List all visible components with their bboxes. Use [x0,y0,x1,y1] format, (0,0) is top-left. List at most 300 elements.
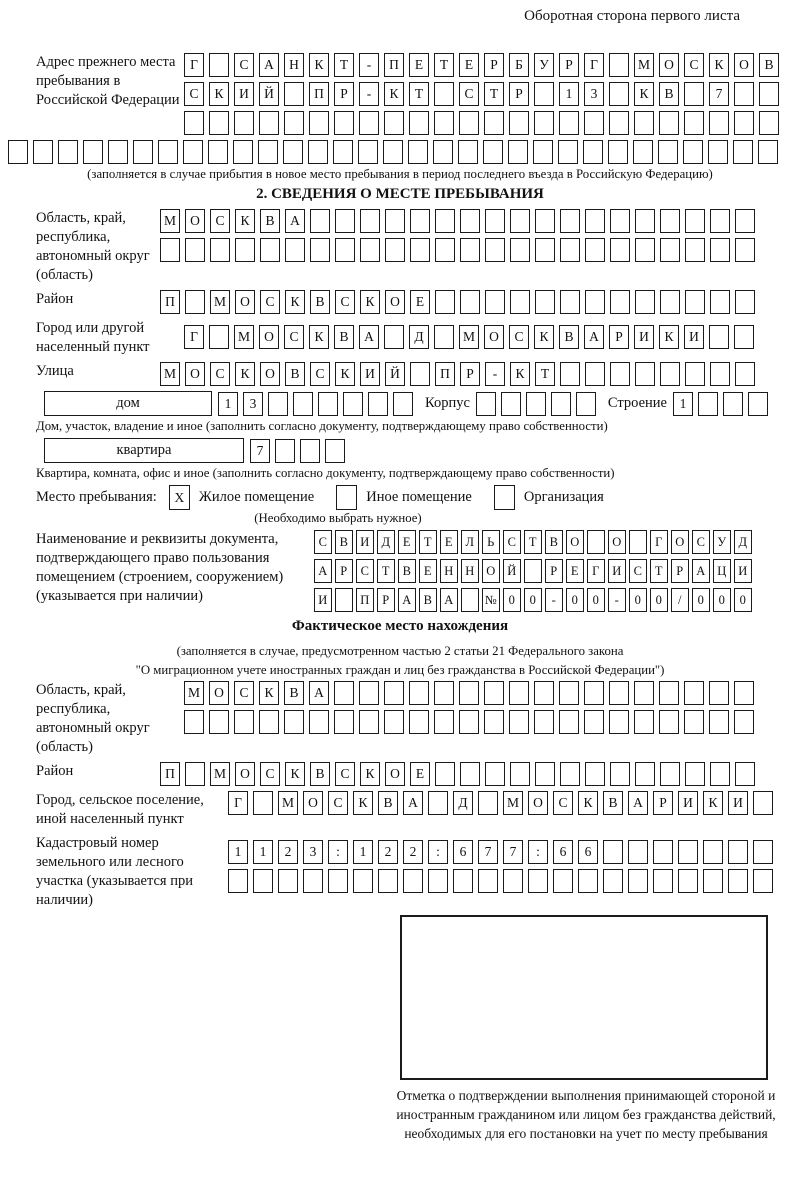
char-cell[interactable]: В [659,82,679,106]
char-cell[interactable] [759,111,779,135]
char-cell[interactable] [484,111,504,135]
char-cell[interactable] [653,869,673,893]
char-cell[interactable]: К [510,362,530,386]
char-cell[interactable]: С [335,290,355,314]
char-cell[interactable] [393,392,413,416]
char-cell[interactable]: О [385,762,405,786]
char-cell[interactable]: О [659,53,679,77]
char-cell[interactable]: А [259,53,279,77]
char-cell[interactable]: А [314,559,332,583]
char-cell[interactable] [628,840,648,864]
char-cell[interactable] [335,588,353,612]
char-cell[interactable]: К [285,290,305,314]
char-cell[interactable]: 0 [734,588,752,612]
char-cell[interactable] [685,238,705,262]
char-cell[interactable]: М [210,290,230,314]
char-cell[interactable] [209,710,229,734]
char-cell[interactable]: О [235,290,255,314]
char-cell[interactable] [735,362,755,386]
char-cell[interactable] [735,209,755,233]
char-cell[interactable] [509,111,529,135]
char-cell[interactable]: С [684,53,704,77]
char-cell[interactable] [753,869,773,893]
char-cell[interactable] [228,869,248,893]
char-cell[interactable] [610,762,630,786]
char-cell[interactable] [734,325,754,349]
char-cell[interactable]: 1 [228,840,248,864]
char-cell[interactable]: Д [734,530,752,554]
char-cell[interactable]: О [566,530,584,554]
char-cell[interactable]: К [309,53,329,77]
char-cell[interactable] [526,392,546,416]
char-cell[interactable]: К [384,82,404,106]
char-cell[interactable]: - [608,588,626,612]
char-cell[interactable]: Е [410,762,430,786]
char-cell[interactable]: О [385,290,405,314]
char-cell[interactable]: Р [334,82,354,106]
char-cell[interactable] [723,392,743,416]
char-cell[interactable]: 3 [303,840,323,864]
char-cell[interactable] [608,140,628,164]
char-cell[interactable]: Л [461,530,479,554]
char-cell[interactable]: В [334,325,354,349]
char-cell[interactable] [678,840,698,864]
char-cell[interactable]: Е [459,53,479,77]
char-cell[interactable]: О [528,791,548,815]
char-cell[interactable] [434,82,454,106]
char-cell[interactable]: М [503,791,523,815]
char-cell[interactable] [585,762,605,786]
char-cell[interactable]: Г [184,325,204,349]
char-cell[interactable]: О [185,362,205,386]
char-cell[interactable] [685,762,705,786]
char-cell[interactable]: К [634,82,654,106]
char-cell[interactable] [260,238,280,262]
char-cell[interactable]: Е [410,290,430,314]
char-cell[interactable]: С [260,290,280,314]
char-cell[interactable] [258,140,278,164]
char-cell[interactable] [343,392,363,416]
char-cell[interactable] [333,140,353,164]
char-cell[interactable]: С [210,362,230,386]
char-cell[interactable] [524,559,542,583]
char-cell[interactable]: А [398,588,416,612]
char-cell[interactable]: : [528,840,548,864]
char-cell[interactable] [409,111,429,135]
char-cell[interactable] [33,140,53,164]
char-cell[interactable] [334,710,354,734]
char-cell[interactable]: Д [409,325,429,349]
char-cell[interactable]: 2 [403,840,423,864]
char-cell[interactable] [503,869,523,893]
char-cell[interactable]: 7 [250,439,270,463]
char-cell[interactable]: К [360,290,380,314]
char-cell[interactable] [158,140,178,164]
char-cell[interactable] [259,111,279,135]
char-cell[interactable]: Р [653,791,673,815]
char-cell[interactable]: И [734,559,752,583]
char-cell[interactable] [753,791,773,815]
char-cell[interactable]: В [419,588,437,612]
char-cell[interactable]: 1 [218,392,238,416]
char-cell[interactable] [533,140,553,164]
char-cell[interactable]: Е [419,559,437,583]
char-cell[interactable]: С [260,762,280,786]
char-cell[interactable]: М [234,325,254,349]
char-cell[interactable] [660,238,680,262]
char-cell[interactable] [508,140,528,164]
char-cell[interactable] [534,111,554,135]
char-cell[interactable] [635,362,655,386]
char-cell[interactable]: Й [503,559,521,583]
char-cell[interactable]: 0 [524,588,542,612]
char-cell[interactable] [628,869,648,893]
char-cell[interactable] [318,392,338,416]
char-cell[interactable] [234,710,254,734]
char-cell[interactable] [368,392,388,416]
char-cell[interactable]: О [303,791,323,815]
char-cell[interactable] [385,209,405,233]
char-cell[interactable] [535,762,555,786]
char-cell[interactable] [709,681,729,705]
char-cell[interactable] [609,681,629,705]
char-cell[interactable] [758,140,778,164]
char-cell[interactable]: О [484,325,504,349]
char-cell[interactable] [359,681,379,705]
char-cell[interactable]: О [482,559,500,583]
char-cell[interactable] [510,290,530,314]
char-cell[interactable]: И [608,559,626,583]
char-cell[interactable]: М [459,325,479,349]
char-cell[interactable]: Е [409,53,429,77]
char-cell[interactable]: П [160,762,180,786]
char-cell[interactable]: Ц [713,559,731,583]
char-cell[interactable] [684,710,704,734]
char-cell[interactable] [334,111,354,135]
checkbox-organizatsiya[interactable] [494,485,515,510]
char-cell[interactable] [458,140,478,164]
char-cell[interactable] [633,140,653,164]
char-cell[interactable] [478,791,498,815]
char-cell[interactable] [576,392,596,416]
char-cell[interactable]: О [608,530,626,554]
char-cell[interactable]: Р [671,559,689,583]
char-cell[interactable] [385,238,405,262]
char-cell[interactable] [610,290,630,314]
char-cell[interactable] [8,140,28,164]
char-cell[interactable] [209,111,229,135]
char-cell[interactable]: К [209,82,229,106]
char-cell[interactable] [710,209,730,233]
char-cell[interactable] [233,140,253,164]
char-cell[interactable]: Т [334,53,354,77]
char-cell[interactable] [734,111,754,135]
char-cell[interactable] [485,209,505,233]
char-cell[interactable] [310,209,330,233]
char-cell[interactable]: 0 [566,588,584,612]
char-cell[interactable] [609,82,629,106]
char-cell[interactable]: С [503,530,521,554]
char-cell[interactable]: 0 [629,588,647,612]
char-cell[interactable] [160,238,180,262]
char-cell[interactable] [209,325,229,349]
char-cell[interactable] [459,111,479,135]
char-cell[interactable]: В [378,791,398,815]
char-cell[interactable] [359,710,379,734]
char-cell[interactable] [435,290,455,314]
char-cell[interactable] [510,762,530,786]
char-cell[interactable] [359,111,379,135]
char-cell[interactable] [384,111,404,135]
char-cell[interactable] [578,869,598,893]
char-cell[interactable] [710,362,730,386]
char-cell[interactable] [583,140,603,164]
char-cell[interactable] [634,710,654,734]
char-cell[interactable]: В [335,530,353,554]
char-cell[interactable] [284,710,304,734]
char-cell[interactable]: Т [409,82,429,106]
char-cell[interactable] [703,840,723,864]
char-cell[interactable]: В [759,53,779,77]
char-cell[interactable] [684,82,704,106]
char-cell[interactable]: 6 [453,840,473,864]
char-cell[interactable] [559,111,579,135]
char-cell[interactable] [584,710,604,734]
char-cell[interactable] [698,392,718,416]
checkbox-zhiloe-pomeshchenie[interactable]: X [169,485,190,510]
char-cell[interactable]: Н [440,559,458,583]
char-cell[interactable] [383,140,403,164]
char-cell[interactable] [434,681,454,705]
char-cell[interactable]: И [634,325,654,349]
char-cell[interactable] [334,681,354,705]
char-cell[interactable]: Р [377,588,395,612]
char-cell[interactable]: К [259,681,279,705]
char-cell[interactable] [459,710,479,734]
char-cell[interactable] [609,111,629,135]
char-cell[interactable] [208,140,228,164]
char-cell[interactable] [453,869,473,893]
char-cell[interactable] [659,681,679,705]
char-cell[interactable]: О [209,681,229,705]
char-cell[interactable] [483,140,503,164]
char-cell[interactable] [535,238,555,262]
char-cell[interactable] [683,140,703,164]
char-cell[interactable] [710,238,730,262]
char-cell[interactable]: Н [461,559,479,583]
char-cell[interactable]: Р [509,82,529,106]
char-cell[interactable] [434,111,454,135]
char-cell[interactable]: Р [460,362,480,386]
char-cell[interactable]: Р [545,559,563,583]
char-cell[interactable] [293,392,313,416]
char-cell[interactable] [734,710,754,734]
char-cell[interactable] [609,710,629,734]
char-cell[interactable] [559,710,579,734]
char-cell[interactable]: С [459,82,479,106]
char-cell[interactable]: С [310,362,330,386]
char-cell[interactable] [328,869,348,893]
char-cell[interactable]: К [703,791,723,815]
char-cell[interactable]: В [310,762,330,786]
char-cell[interactable] [635,762,655,786]
char-cell[interactable] [435,238,455,262]
char-cell[interactable] [300,439,320,463]
char-cell[interactable] [660,209,680,233]
char-cell[interactable]: А [359,325,379,349]
char-cell[interactable] [184,111,204,135]
char-cell[interactable]: В [260,209,280,233]
char-cell[interactable]: Д [453,791,473,815]
char-cell[interactable] [360,238,380,262]
char-cell[interactable] [734,681,754,705]
char-cell[interactable]: Г [587,559,605,583]
char-cell[interactable] [310,238,330,262]
char-cell[interactable] [509,681,529,705]
char-cell[interactable]: С [335,762,355,786]
char-cell[interactable] [559,681,579,705]
char-cell[interactable]: Й [259,82,279,106]
char-cell[interactable]: Н [284,53,304,77]
char-cell[interactable] [501,392,521,416]
char-cell[interactable] [709,710,729,734]
char-cell[interactable]: Е [398,530,416,554]
char-cell[interactable] [584,111,604,135]
char-cell[interactable] [510,209,530,233]
char-cell[interactable] [753,840,773,864]
char-cell[interactable]: М [210,762,230,786]
char-cell[interactable] [353,869,373,893]
char-cell[interactable]: Г [584,53,604,77]
char-cell[interactable] [58,140,78,164]
char-cell[interactable] [551,392,571,416]
char-cell[interactable] [485,238,505,262]
char-cell[interactable]: Р [335,559,353,583]
char-cell[interactable] [476,392,496,416]
char-cell[interactable]: Е [440,530,458,554]
char-cell[interactable] [185,238,205,262]
char-cell[interactable]: 0 [713,588,731,612]
char-cell[interactable] [558,140,578,164]
char-cell[interactable] [408,140,428,164]
char-cell[interactable]: 6 [553,840,573,864]
char-cell[interactable] [210,238,230,262]
char-cell[interactable]: 2 [378,840,398,864]
char-cell[interactable] [685,209,705,233]
char-cell[interactable] [660,362,680,386]
char-cell[interactable]: А [440,588,458,612]
char-cell[interactable] [83,140,103,164]
char-cell[interactable] [460,762,480,786]
char-cell[interactable] [434,710,454,734]
char-cell[interactable]: Т [535,362,555,386]
char-cell[interactable] [685,290,705,314]
char-cell[interactable] [485,762,505,786]
char-cell[interactable] [703,869,723,893]
char-cell[interactable]: 0 [692,588,710,612]
char-cell[interactable]: : [428,840,448,864]
char-cell[interactable]: М [160,362,180,386]
char-cell[interactable]: 1 [559,82,579,106]
char-cell[interactable] [268,392,288,416]
char-cell[interactable] [534,82,554,106]
char-cell[interactable] [484,681,504,705]
char-cell[interactable] [428,791,448,815]
char-cell[interactable] [184,710,204,734]
char-cell[interactable]: О [260,362,280,386]
char-cell[interactable] [535,209,555,233]
char-cell[interactable] [560,290,580,314]
char-cell[interactable] [634,111,654,135]
char-cell[interactable] [433,140,453,164]
char-cell[interactable]: 7 [478,840,498,864]
char-cell[interactable]: Р [609,325,629,349]
char-cell[interactable] [660,290,680,314]
char-cell[interactable] [560,238,580,262]
char-cell[interactable]: Т [419,530,437,554]
char-cell[interactable] [560,762,580,786]
char-cell[interactable] [308,140,328,164]
char-cell[interactable] [384,681,404,705]
char-cell[interactable] [710,762,730,786]
char-cell[interactable]: - [359,53,379,77]
char-cell[interactable]: Й [385,362,405,386]
char-cell[interactable]: Г [184,53,204,77]
char-cell[interactable]: Б [509,53,529,77]
char-cell[interactable]: К [285,762,305,786]
char-cell[interactable]: 1 [673,392,693,416]
char-cell[interactable] [335,209,355,233]
char-cell[interactable] [133,140,153,164]
char-cell[interactable] [403,869,423,893]
char-cell[interactable]: С [210,209,230,233]
char-cell[interactable] [409,710,429,734]
char-cell[interactable] [735,238,755,262]
char-cell[interactable]: К [335,362,355,386]
char-cell[interactable] [553,869,573,893]
char-cell[interactable] [485,290,505,314]
char-cell[interactable]: С [234,53,254,77]
char-cell[interactable]: 0 [587,588,605,612]
char-cell[interactable] [534,710,554,734]
char-cell[interactable]: Д [377,530,395,554]
char-cell[interactable] [309,111,329,135]
char-cell[interactable] [603,840,623,864]
char-cell[interactable]: С [328,791,348,815]
char-cell[interactable]: С [629,559,647,583]
char-cell[interactable] [358,140,378,164]
char-cell[interactable]: 0 [650,588,668,612]
char-cell[interactable]: С [553,791,573,815]
char-cell[interactable]: О [235,762,255,786]
char-cell[interactable] [253,869,273,893]
char-cell[interactable] [285,238,305,262]
char-cell[interactable] [610,362,630,386]
char-cell[interactable] [585,362,605,386]
char-cell[interactable] [634,681,654,705]
char-cell[interactable]: Р [484,53,504,77]
char-cell[interactable] [435,762,455,786]
char-cell[interactable]: С [234,681,254,705]
char-cell[interactable]: К [309,325,329,349]
char-cell[interactable]: В [559,325,579,349]
char-cell[interactable]: Т [524,530,542,554]
char-cell[interactable]: Г [228,791,248,815]
char-cell[interactable]: Г [650,530,668,554]
char-cell[interactable]: О [671,530,689,554]
char-cell[interactable] [283,140,303,164]
char-cell[interactable] [560,362,580,386]
